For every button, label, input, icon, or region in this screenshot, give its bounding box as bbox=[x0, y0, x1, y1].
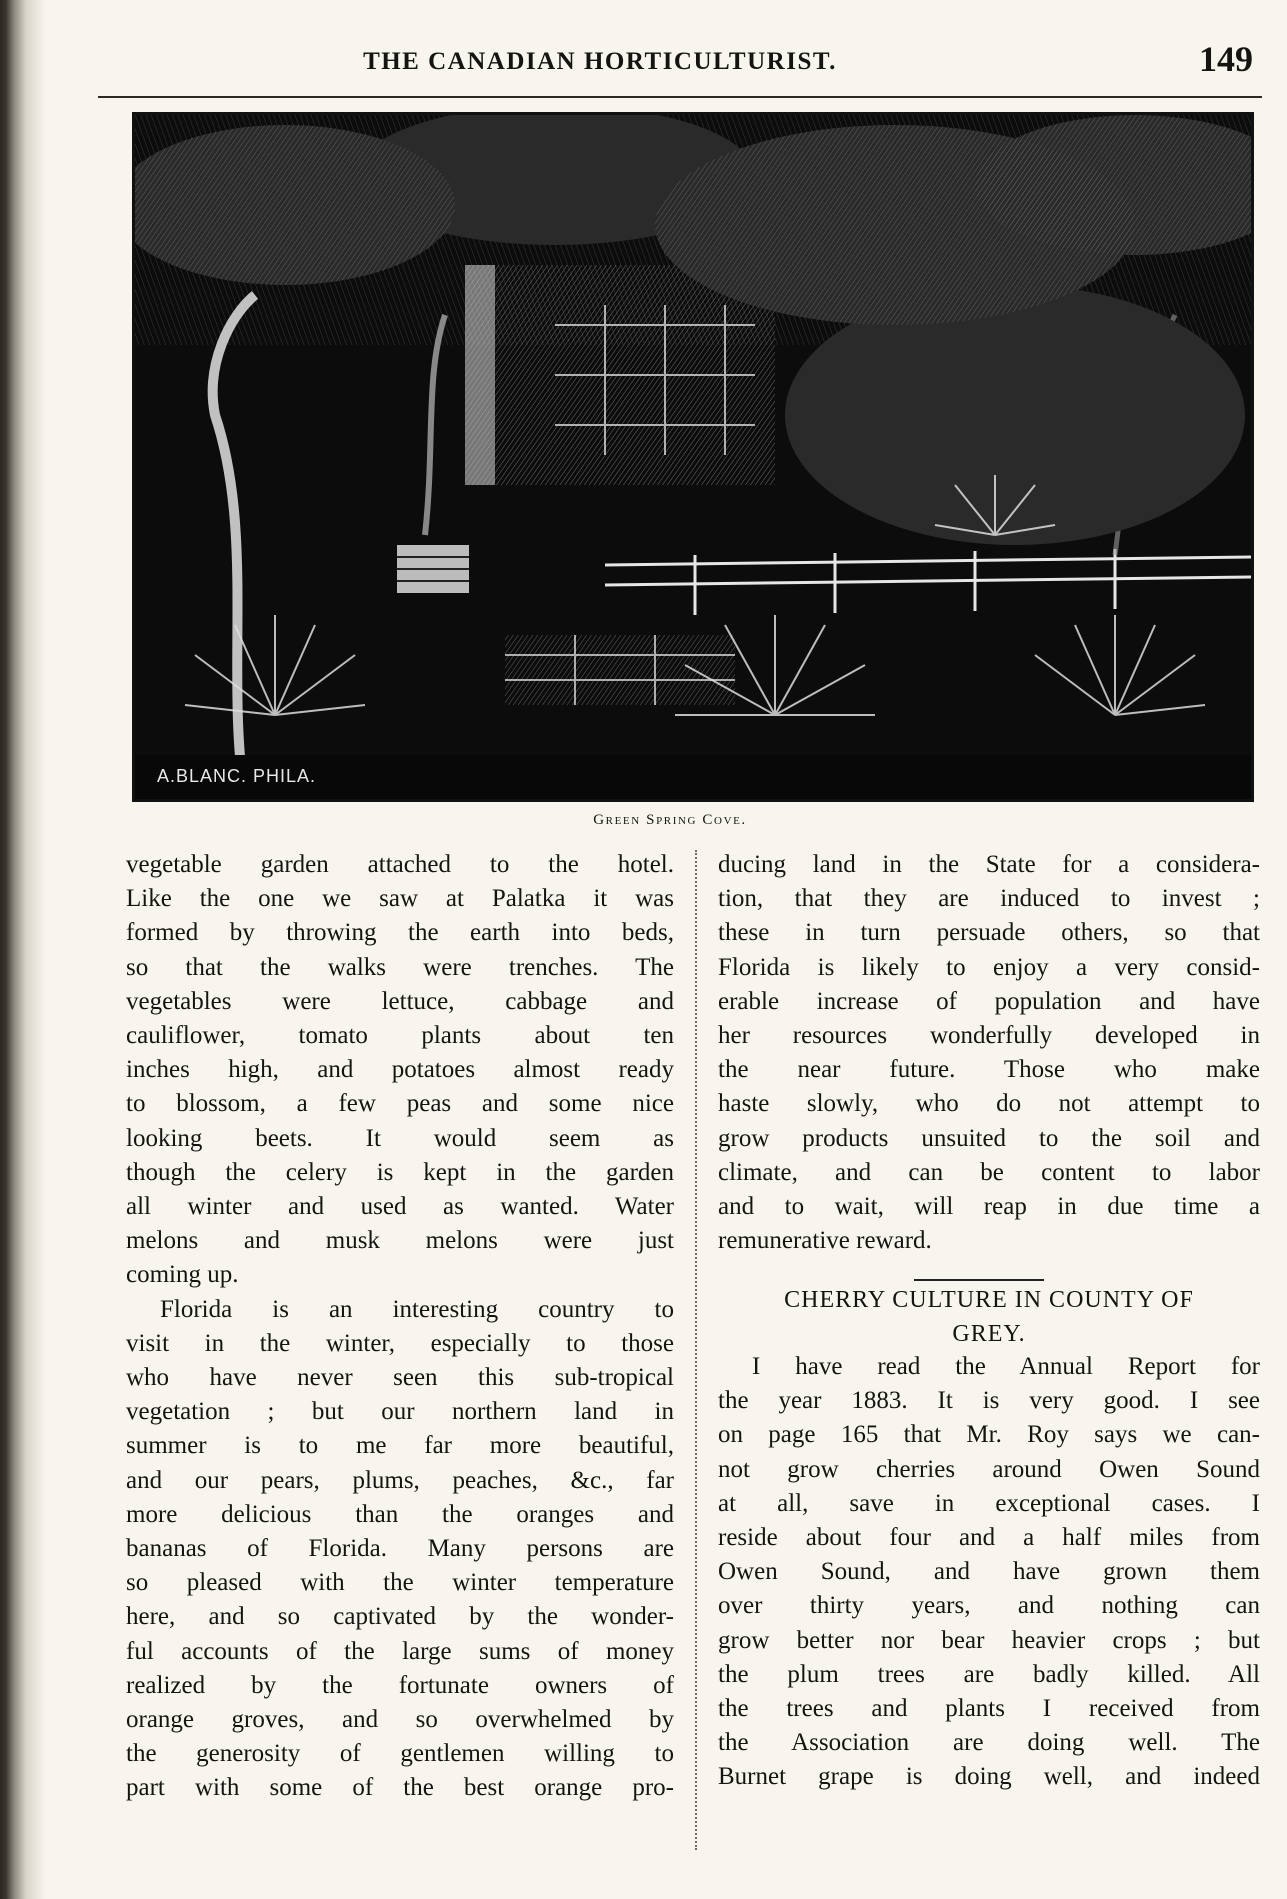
right-column-top bbox=[718, 848, 1260, 1258]
text-line: Florida is an interesting country to bbox=[160, 1295, 674, 1323]
column-divider bbox=[695, 850, 697, 1850]
text-line: I have read the Annual Report for bbox=[752, 1353, 1260, 1380]
text-line: ful accounts of the large sums of money bbox=[126, 1637, 674, 1665]
text-line: the generosity of gentlemen willing to bbox=[126, 1740, 674, 1768]
garden-scene-image bbox=[135, 115, 1251, 799]
text-line: reside about four and a half miles from bbox=[718, 1524, 1260, 1552]
text-line: all winter and used as wanted. Water bbox=[126, 1193, 674, 1221]
text-line: the plum trees are badly killed. All bbox=[718, 1660, 1260, 1688]
text-line: visit in the winter, especially to those bbox=[126, 1329, 674, 1357]
engraver-signature: A.BLANC. PHILA. bbox=[157, 766, 317, 786]
text-line: summer is to me far more beautiful, bbox=[126, 1432, 674, 1460]
text-line: vegetable garden attached to the hotel. bbox=[126, 851, 674, 878]
text-line: tion, that they are induced to invest ; bbox=[718, 885, 1260, 913]
text-line: who have never seen this sub-tropical bbox=[126, 1364, 674, 1392]
text-line: grow products unsuited to the soil and bbox=[718, 1124, 1260, 1152]
text-line: and to wait, will reap in due time a bbox=[718, 1193, 1260, 1221]
section-heading-line: GREY. bbox=[952, 1321, 1026, 1347]
running-header bbox=[120, 38, 1265, 94]
text-line: grow better nor bear heavier crops ; but bbox=[718, 1626, 1260, 1654]
text-line: Like the one we saw at Palatka it was bbox=[126, 885, 674, 913]
text-line: looking beets. It would seem as bbox=[126, 1124, 674, 1152]
text-line: vegetation ; but our northern land in bbox=[126, 1398, 674, 1426]
engraving-illustration bbox=[132, 112, 1254, 802]
text-line: more delicious than the oranges and bbox=[126, 1500, 674, 1528]
text-line: coming up. bbox=[126, 1261, 239, 1289]
text-line: Owen Sound, and have grown them bbox=[718, 1558, 1260, 1586]
page-number: 149 bbox=[1199, 39, 1253, 79]
left-column bbox=[126, 848, 674, 1806]
text-line: bananas of Florida. Many persons are bbox=[126, 1535, 674, 1563]
text-line: cauliflower, tomato plants about ten bbox=[126, 1022, 674, 1050]
text-line: to blossom, a few peas and some nice bbox=[126, 1090, 674, 1118]
text-line: realized by the fortunate owners of bbox=[126, 1671, 674, 1699]
text-line: though the celery is kept in the garden bbox=[126, 1158, 674, 1186]
text-line: melons and musk melons were just bbox=[126, 1227, 674, 1255]
text-line: ducing land in the State for a considera- bbox=[718, 851, 1260, 878]
binding-edge bbox=[0, 0, 46, 1899]
text-line: the near future. Those who make bbox=[718, 1056, 1260, 1084]
text-line: her resources wonderfully developed in bbox=[718, 1022, 1260, 1050]
text-line: so that the walks were trenches. The bbox=[126, 953, 674, 981]
text-line: vegetables were lettuce, cabbage and bbox=[126, 987, 674, 1015]
text-line: the trees and plants I received from bbox=[718, 1695, 1260, 1723]
text-line: Burnet grape is doing well, and indeed bbox=[718, 1763, 1260, 1791]
header-rule bbox=[98, 96, 1262, 98]
text-line: on page 165 that Mr. Roy says we can- bbox=[718, 1421, 1260, 1449]
text-line: over thirty years, and nothing can bbox=[718, 1592, 1260, 1620]
text-line: erable increase of population and have bbox=[718, 987, 1260, 1015]
text-line: remunerative reward. bbox=[718, 1227, 932, 1255]
text-line: inches high, and potatoes almost ready bbox=[126, 1056, 674, 1084]
text-line: Florida is likely to enjoy a very consid- bbox=[718, 953, 1260, 981]
text-line: the year 1883. It is very good. I see bbox=[718, 1387, 1260, 1415]
text-line: at all, save in exceptional cases. I bbox=[718, 1489, 1260, 1517]
illustration-caption: Green Spring Cove. bbox=[593, 812, 747, 828]
text-line: not grow cherries around Owen Sound bbox=[718, 1455, 1260, 1483]
section-rule bbox=[914, 1279, 1044, 1281]
text-line: orange groves, and so overwhelmed by bbox=[126, 1706, 674, 1734]
right-column-bottom bbox=[718, 1350, 1260, 1795]
text-line: and our pears, plums, peaches, &c., far bbox=[126, 1466, 674, 1494]
text-line: so pleased with the winter temperature bbox=[126, 1569, 674, 1597]
section-heading bbox=[718, 1283, 1260, 1351]
running-title: THE CANADIAN HORTICULTURIST. bbox=[363, 48, 837, 75]
text-line: formed by throwing the earth into beds, bbox=[126, 919, 674, 947]
text-line: haste slowly, who do not attempt to bbox=[718, 1090, 1260, 1118]
text-line: part with some of the best orange pro- bbox=[126, 1774, 674, 1802]
section-heading-line: CHERRY CULTURE IN COUNTY OF bbox=[784, 1287, 1194, 1313]
text-line: climate, and can be content to labor bbox=[718, 1158, 1260, 1186]
text-line: the Association are doing well. The bbox=[718, 1729, 1260, 1757]
text-line: here, and so captivated by the wonder- bbox=[126, 1603, 674, 1631]
text-line: these in turn persuade others, so that bbox=[718, 919, 1260, 947]
